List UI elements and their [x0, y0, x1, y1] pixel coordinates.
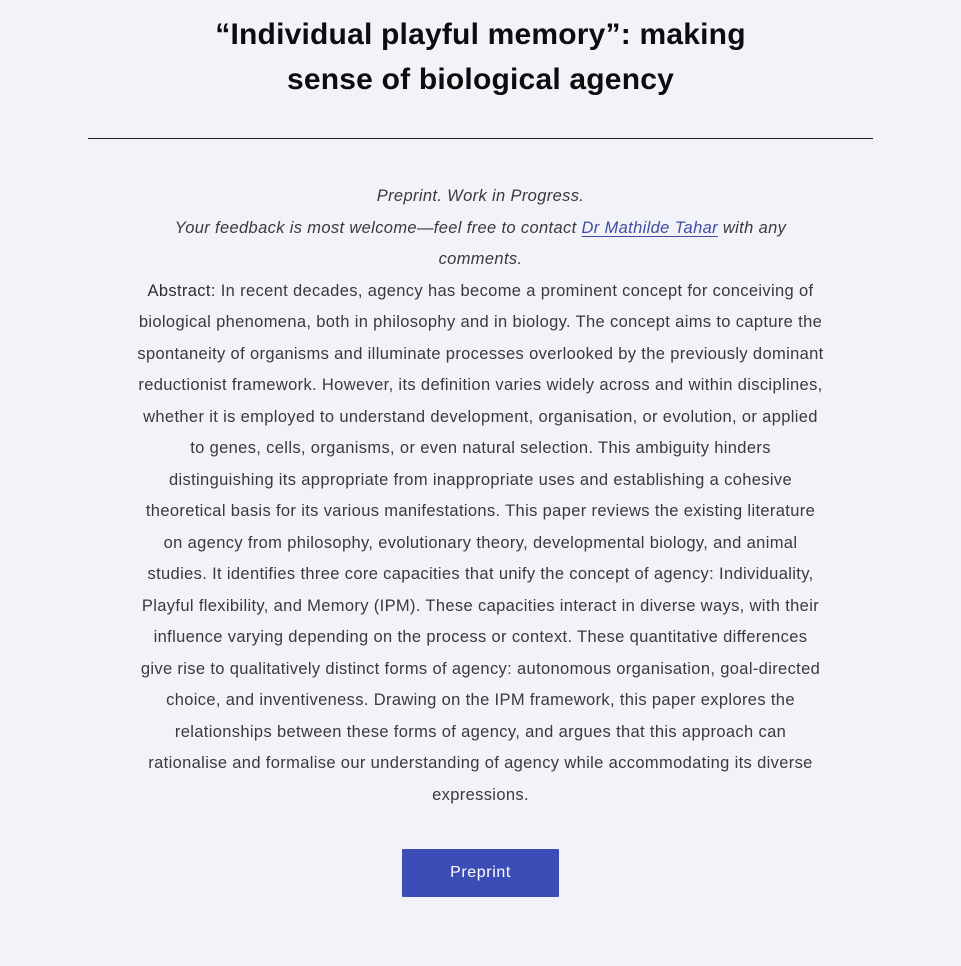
preprint-status-note: Preprint. Work in Progress. [376, 187, 585, 205]
title-divider [88, 138, 873, 139]
page-title [0, 8, 961, 102]
preprint-button[interactable]: Preprint [402, 849, 559, 897]
abstract-paragraph [136, 276, 826, 812]
abstract-label: Abstract: [147, 281, 216, 300]
feedback-note-prefix: Your feedback is most welcome—feel free to contact [174, 218, 582, 237]
feedback-note-suffix: with any comments. [438, 218, 787, 268]
abstract-text: In recent decades, agency has become a prominent concept for conceiving of biological phenomena, both in philosophy and in biology. The concept aims to capture the spontaneity of organisms and illuminate processes overlooked by the previously dominant reductionist framework. However, its definition varies widely across and within disciplines, whether it is employed to understand development, organisation, or evolution, or applied to genes, cells, organisms, or even natural selection. This ambiguity hinders distinguishing its appropriate from inappropriate uses and establishing a cohesive theoretical basis for its various manifestations. This paper reviews the existing literature on agency from philosophy, evolutionary theory, developmental biology, and animal studies. It identifies three core capacities that unify the concept of agency: Individuality, Playful flexibility, and Memory (IPM). These capacities interact in diverse ways, with their influence varying depending on the process or context. These quantitative differences give rise to qualitatively distinct forms of agency: autonomous organisation, goal-directed choice, and inventiveness. Drawing on the IPM framework, this paper explores the relationships between these forms of agency, and argues that this approach can rationalise and formalise our understanding of agency while accommodating its diverse expressions. [137, 281, 824, 804]
button-row [0, 849, 961, 915]
main-content [136, 181, 826, 811]
contact-author-link[interactable]: Dr Mathilde Tahar [581, 218, 718, 237]
page-title-line1: “Individual playful memory”: making [215, 18, 746, 51]
feedback-note [136, 213, 826, 276]
page-title-line2: sense of biological agency [287, 63, 674, 96]
